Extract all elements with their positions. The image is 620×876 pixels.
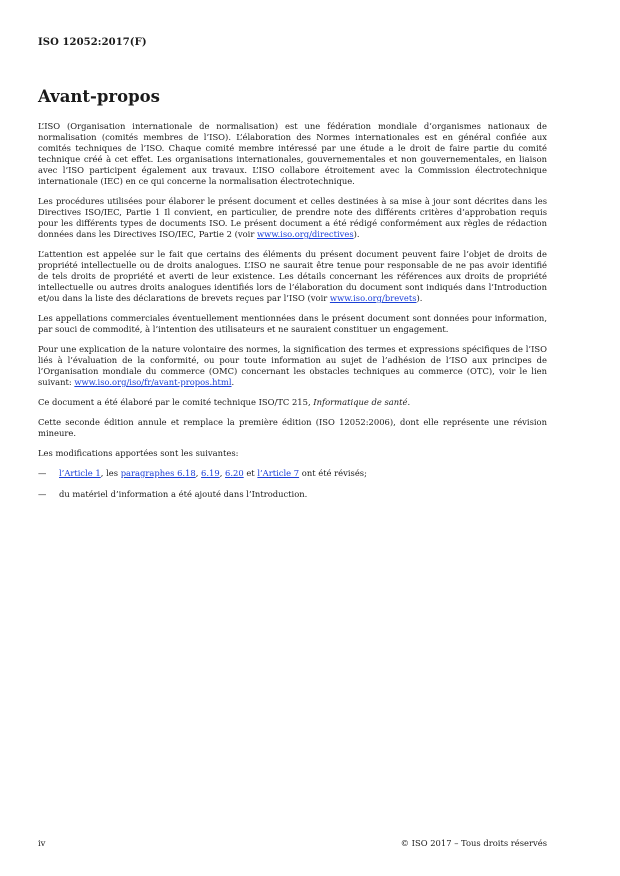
paragraph-trade-names: Les appellations commerciales éventuellement mentionnées dans le présent document sont données pour information, par souci de commodité, à l’intention des utilisateurs et ne sauraient constituer un engagement. [38,313,547,334]
list-text: , [219,468,226,478]
patents-end: ). [416,293,423,303]
list-dash: — [38,468,47,478]
paragraph-edition: Cette seconde édition annule et remplace la première édition (ISO 12052:2006), dont elle représente une révision mineure. [38,417,547,438]
patents-text: L’attention est appelée sur le fait que certains des éléments du présent document peuvent faire l’objet de droits de propriété intellectuelle ou de droits analogues. L’ISO ne saurait être tenue pour responsable de ne pas avoir identifié de tels droits de propriété et averti de leur existence. Les détails concernant les références aux droits de propriété intellectuelle ou autres droits analogues identifiés lors de l’élaboration du document sont indiqués dans l’Introduction et/ou dans la liste des déclarations de brevets reçues par l’ISO (voir [38,249,547,303]
paragraph-patents [38,249,547,304]
copyright-notice: © ISO 2017 – Tous droits réservés [400,838,547,848]
page-number: iv [38,838,46,848]
list-text: du matériel d’information a été ajouté dans l’Introduction. [59,489,308,499]
article-1-link[interactable]: l’Article 1 [59,468,101,478]
article-7-link[interactable]: l’Article 7 [257,468,300,478]
paragraph-changes-intro: Les modifications apportées sont les suivantes: [38,448,239,458]
paragraph-6-20-link[interactable]: 6.20 [225,468,244,478]
paragraph-6-18-link[interactable]: paragraphes 6.18 [120,468,196,478]
paragraph-iso-intro: L’ISO (Organisation internationale de normalisation) est une fédération mondiale d’organismes nationaux de normalisation (comités membres de l’ISO). L’élaboration des Normes internationales est en général confiée aux comités techniques de l’ISO. Chaque comité membre intéressé par une étude a le droit de faire partie du comité technique créé à cet effet. Les organisations internationales, gouvernementales et non gouvernementales, en liaison avec l’ISO participent également aux travaux. L’ISO collabore étroitement avec la Commission électrotechnique internationale (IEC) en ce qui concerne la normalisation électrotechnique. [38,121,547,186]
list-dash: — [38,489,47,499]
committee-text: Ce document a été élaboré par le comité technique ISO/TC 215, [38,397,314,407]
voluntary-end: . [231,377,235,387]
list-item-information [38,489,547,500]
list-text: , les [100,468,121,478]
foreword-link[interactable]: www.iso.org/iso/fr/avant-propos.html [74,377,232,387]
paragraph-procedures [38,196,547,240]
paragraph-voluntary-nature [38,344,547,388]
page-title: Avant-propos [38,87,160,106]
paragraph-6-19-link[interactable]: 6.19 [201,468,220,478]
list-item-revisions [38,468,547,479]
voluntary-text: Pour une explication de la nature volontaire des normes, la signification des termes et expressions spécifiques de l’ISO liés à l’évaluation de la conformité, ou pour toute information au sujet de l’adhésion de l’ISO aux principes de l’Organisation mondiale du commerce (OMC) concernant les obstacles techniques au commerce (OTC), voir le lien suivant: [38,344,547,387]
foreword-body [38,121,547,510]
list-text: et [243,468,258,478]
list-text: , [195,468,202,478]
paragraph-committee [38,397,547,408]
procedures-text: Les procédures utilisées pour élaborer le présent document et celles destinées à sa mise à jour sont décrites dans les Directives ISO/IEC, Partie 1 Il convient, en particulier, de prendre note des différents critères d’approbation requis pour les différents types de documents ISO. Le présent document a été rédigé conformément aux règles de rédaction données dans les Directives ISO/IEC, Partie 2 (voir [38,196,547,239]
committee-name: Informatique de santé [313,397,408,407]
procedures-end: ). [353,229,360,239]
directives-link[interactable]: www.iso.org/directives [256,229,354,239]
patents-link[interactable]: www.iso.org/brevets [329,293,417,303]
committee-end: . [407,397,411,407]
document-id: ISO 12052:2017(F) [38,37,147,48]
list-text: ont été révisés; [299,468,367,478]
